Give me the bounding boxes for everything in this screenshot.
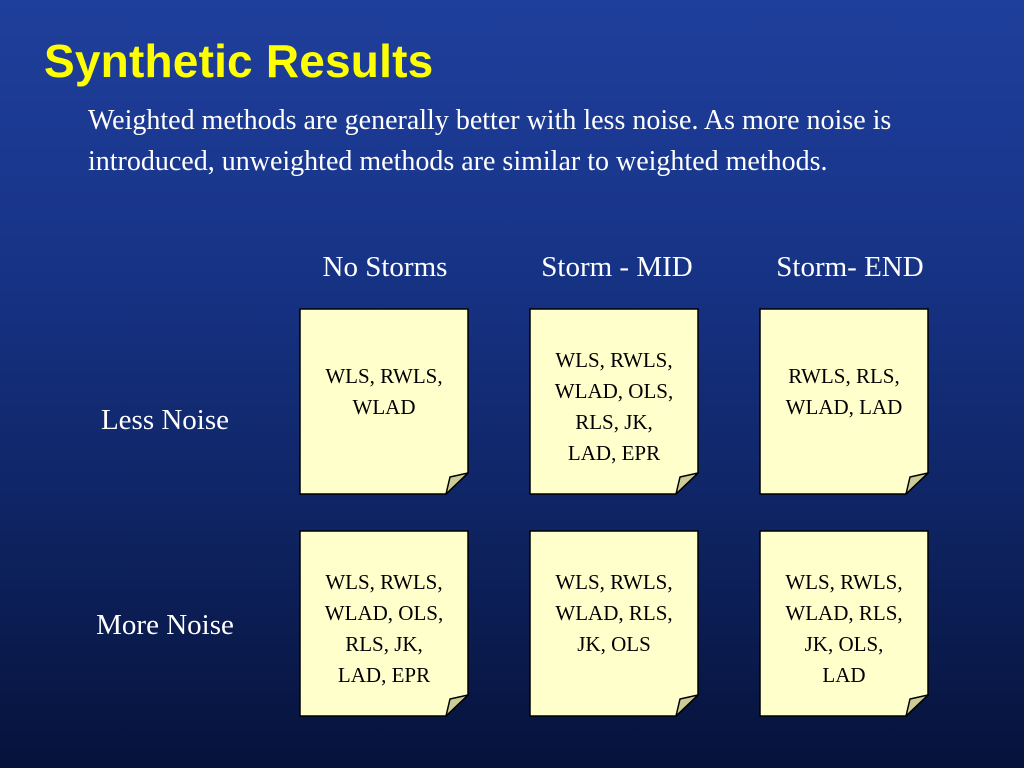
row-label-less-noise: Less Noise <box>100 404 230 436</box>
method-line: WLAD, RLS, <box>785 601 903 625</box>
note-text <box>535 567 693 660</box>
method-line: WLS, RWLS, <box>325 570 443 594</box>
note-text <box>765 567 923 691</box>
slide-title: Synthetic Results <box>44 35 434 87</box>
method-line: LAD, EPR <box>567 441 661 465</box>
method-line: WLAD, RLS, <box>555 601 673 625</box>
method-line: LAD <box>822 663 866 687</box>
note-text <box>765 361 923 423</box>
note-more-noise-no-storms <box>299 530 469 717</box>
note-less-noise-storm-mid <box>529 308 699 495</box>
intro-paragraph: Weighted methods are generally better with less noise. As more noise is introduced, unweighted methods are similar to weighted methods. <box>88 105 892 177</box>
method-line: WLAD, OLS, <box>554 379 674 403</box>
method-line: JK, OLS <box>577 632 651 656</box>
method-line: WLAD, OLS, <box>324 601 444 625</box>
row-label-more-noise: More Noise <box>96 609 234 641</box>
note-text <box>305 361 463 423</box>
method-line: WLAD, LAD <box>785 395 903 419</box>
method-line: RLS, JK, <box>345 632 423 656</box>
method-line: RLS, JK, <box>575 410 653 434</box>
method-line: WLAD <box>352 395 416 419</box>
method-line: WLS, RWLS, <box>555 570 673 594</box>
note-more-noise-storm-end <box>759 530 929 717</box>
note-less-noise-no-storms <box>299 308 469 495</box>
method-line: WLS, RWLS, <box>785 570 903 594</box>
method-line: WLS, RWLS, <box>325 364 443 388</box>
note-text <box>305 567 463 691</box>
method-line: JK, OLS, <box>804 632 884 656</box>
column-header-storm-end: Storm- END <box>776 251 924 283</box>
method-line: WLS, RWLS, <box>555 348 673 372</box>
note-less-noise-storm-end <box>759 308 929 495</box>
note-more-noise-storm-mid <box>529 530 699 717</box>
column-header-storm-mid: Storm - MID <box>541 251 693 283</box>
method-line: RWLS, RLS, <box>788 364 900 388</box>
column-header-no-storms: No Storms <box>322 251 448 283</box>
method-line: LAD, EPR <box>337 663 431 687</box>
note-text <box>535 345 693 469</box>
